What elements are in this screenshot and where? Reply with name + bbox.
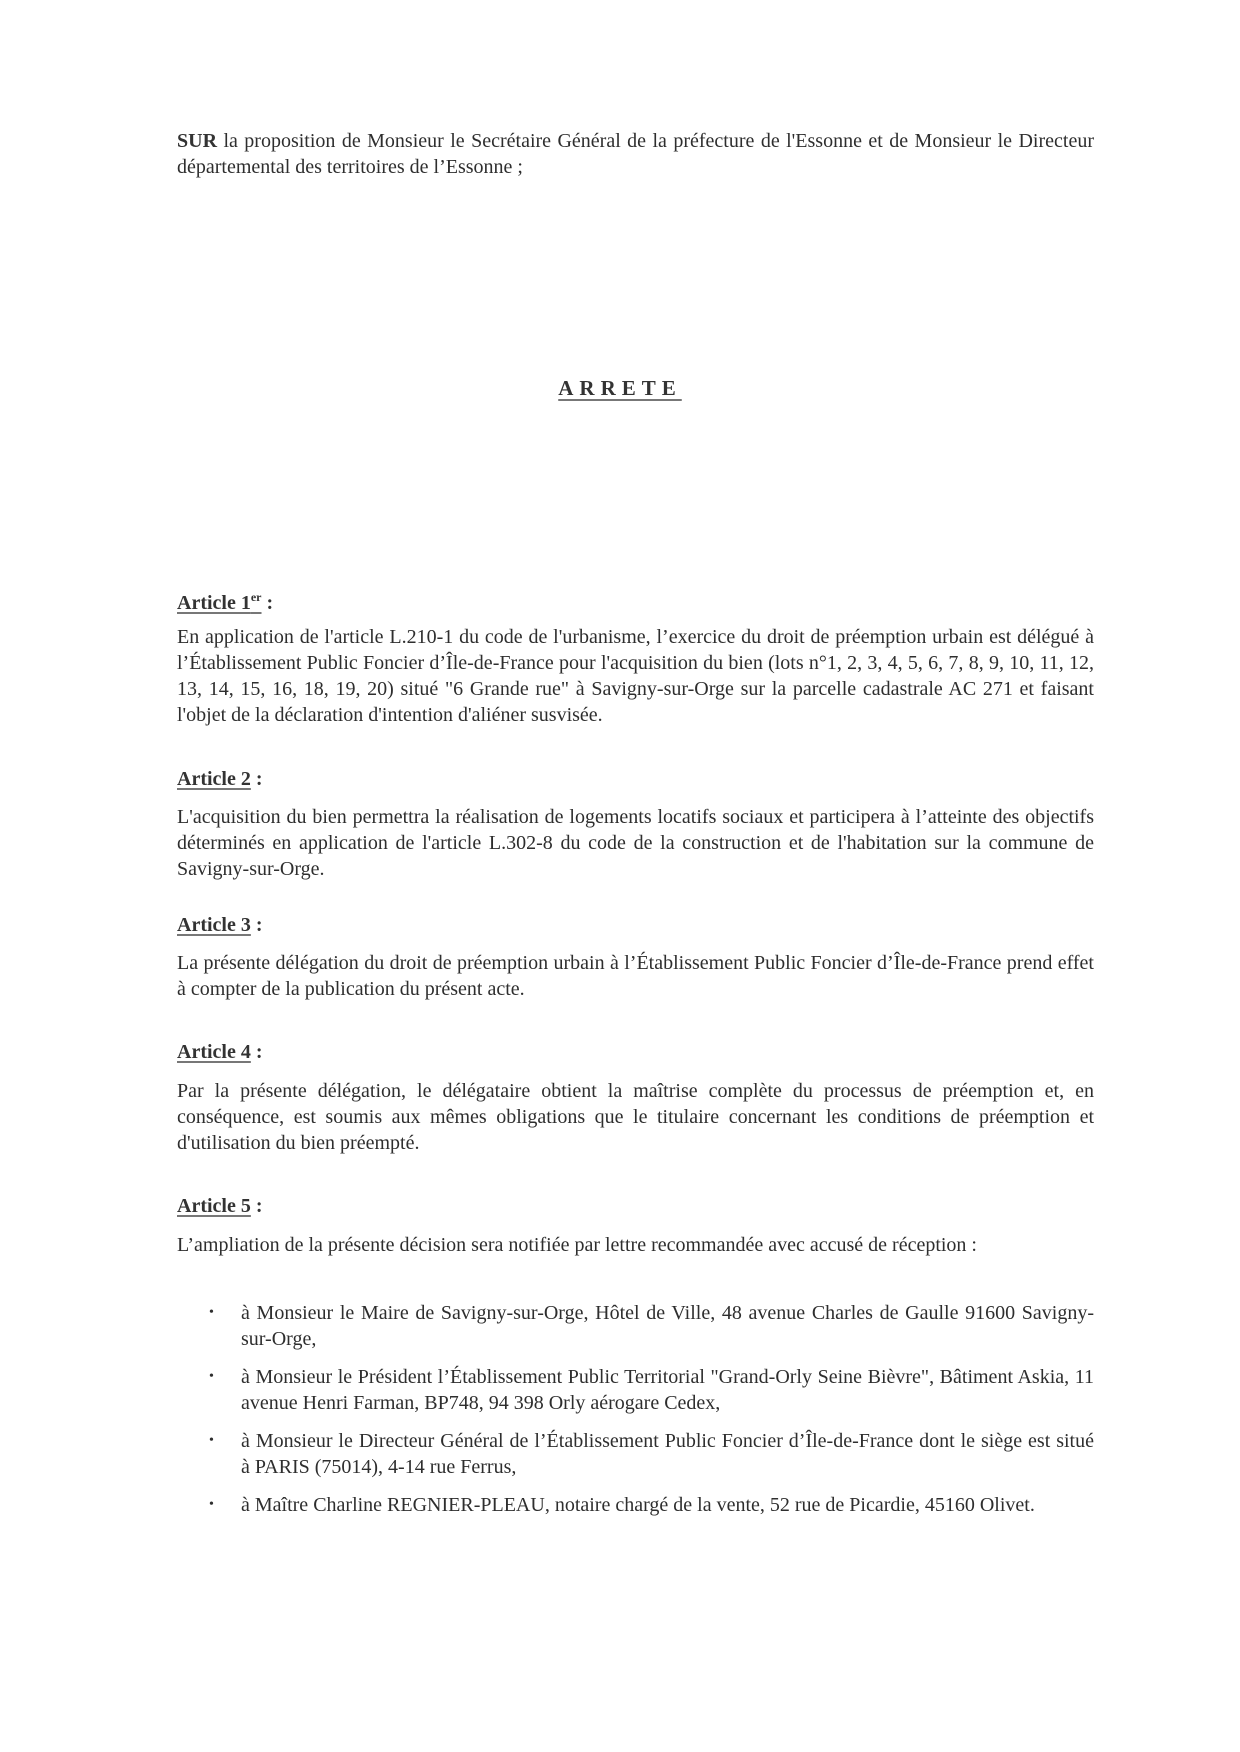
bullet-icon: • xyxy=(209,1369,214,1384)
article-3-heading-text: Article 3 xyxy=(177,914,251,936)
article-3-heading-suffix: : xyxy=(250,914,263,936)
preamble-lead: SUR xyxy=(177,130,218,152)
article-1-body: En application de l'article L.210-1 du code de l'urbanisme, l’exercice du droit de préemption urbain est délégué à l’Établissement Public Foncier d’Île-de-France pour l'acquisition du bien (lots n°1, 2, 3, 4, 5, 6, 7, 8, 9, 10, 11, 12, 13, 14, 15, 16, 18, 19, 20) situé "6 Grande rue" à Savigny-sur-Orge sur la parcelle cadastrale AC 271 et faisant l'objet de la déclaration d'intention d'aliéner susvisée. xyxy=(177,626,1094,726)
article-3-body: La présente délégation du droit de préemption urbain à l’Établissement Public Foncier d’Île-de-France prend effet à compter de la publication du présent acte. xyxy=(177,952,1094,1000)
bullet-icon: • xyxy=(209,1497,214,1512)
article-1-heading xyxy=(177,584,273,616)
article-1-heading-sup: er xyxy=(250,590,262,604)
article-4-heading-text: Article 4 xyxy=(177,1041,251,1063)
article-3-heading xyxy=(177,912,263,938)
bullet-icon: • xyxy=(209,1433,214,1448)
recipient-text: à Monsieur le Président l’Établissement Public Territorial "Grand-Orly Seine Bièvre", Bâtiment Askia, 11 avenue Henri Farman, BP748, 94 398 Orly aérogare Cedex, xyxy=(241,1366,1094,1414)
recipient-text: à Maître Charline REGNIER-PLEAU, notaire chargé de la vente, 52 rue de Picardie, 45160 Olivet. xyxy=(241,1494,1035,1516)
list-item xyxy=(211,1428,1094,1480)
article-5-heading xyxy=(177,1193,263,1219)
article-4-heading xyxy=(177,1039,263,1065)
article-1-heading-suffix: : xyxy=(261,592,274,614)
article-2-heading-text: Article 2 xyxy=(177,768,251,790)
article-2-body: L'acquisition du bien permettra la réalisation de logements locatifs sociaux et participera à l’atteinte des objectifs déterminés en application de l'article L.302-8 du code de la construction et de l'habitation sur la commune de Savigny-sur-Orge. xyxy=(177,806,1094,880)
bullet-icon: • xyxy=(209,1305,214,1320)
article-4-body: Par la présente délégation, le délégataire obtient la maîtrise complète du processus de préemption et, en conséquence, est soumis aux mêmes obligations que le titulaire concernant les conditions de préemption et d'utilisation du bien préempté. xyxy=(177,1080,1094,1154)
list-item xyxy=(211,1300,1094,1352)
recipient-text: à Monsieur le Maire de Savigny-sur-Orge, Hôtel de Ville, 48 avenue Charles de Gaulle 91600 Savigny-sur-Orge, xyxy=(241,1302,1094,1350)
decree-title xyxy=(0,376,1240,401)
article-5-body: L’ampliation de la présente décision sera notifiée par lettre recommandée avec accusé de réception : xyxy=(177,1234,977,1256)
article-5-heading-suffix: : xyxy=(250,1195,263,1217)
list-item xyxy=(211,1492,1094,1518)
preamble-text: la proposition de Monsieur le Secrétaire Général de la préfecture de l'Essonne et de Monsieur le Directeur départemental des territoires de l’Essonne ; xyxy=(177,130,1094,178)
preamble xyxy=(177,128,1094,180)
list-item xyxy=(211,1364,1094,1416)
article-2-heading-suffix: : xyxy=(250,768,263,790)
recipient-text: à Monsieur le Directeur Général de l’Établissement Public Foncier d’Île-de-France dont le siège est situé à PARIS (75014), 4-14 rue Ferrus, xyxy=(241,1430,1094,1478)
decree-title-text: ARRETE xyxy=(558,376,682,400)
article-2-heading xyxy=(177,766,263,792)
article-1-heading-text: Article 1 xyxy=(177,592,251,614)
recipient-list xyxy=(211,1300,1094,1530)
article-5-heading-text: Article 5 xyxy=(177,1195,251,1217)
article-4-heading-suffix: : xyxy=(250,1041,263,1063)
